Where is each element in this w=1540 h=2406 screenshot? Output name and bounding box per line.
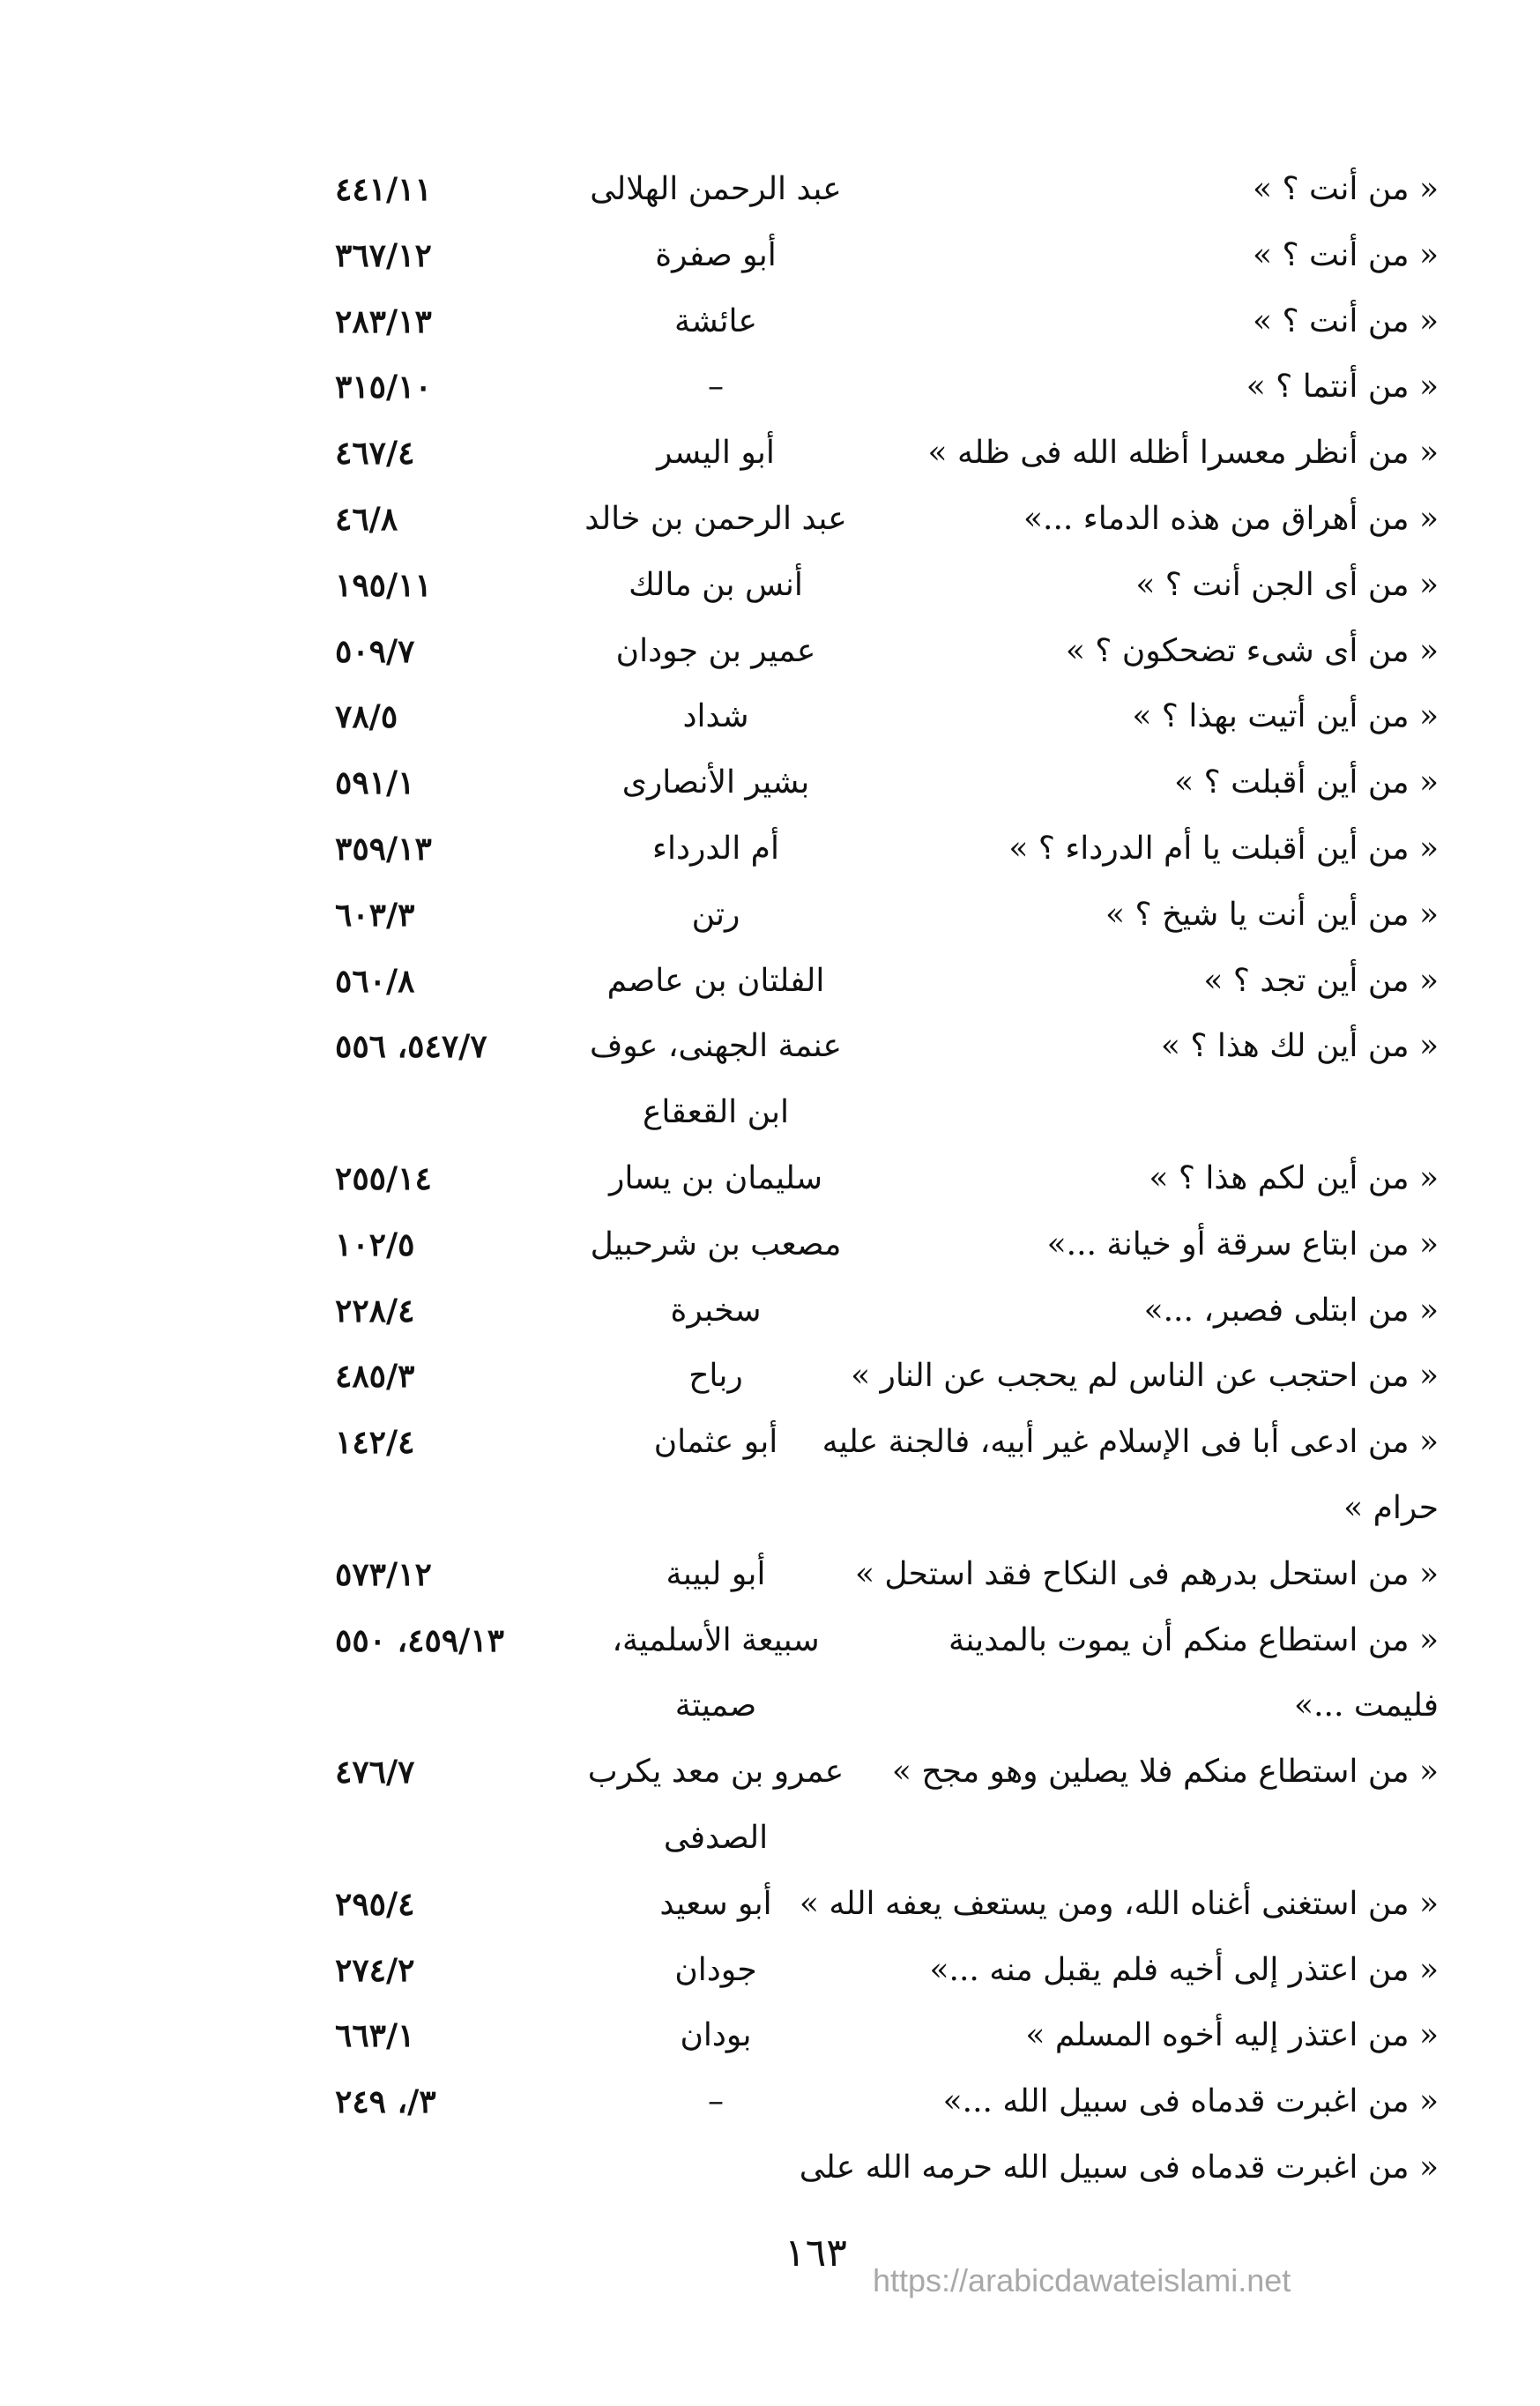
narrator-name: أبو لبيبة xyxy=(666,1555,766,1592)
index-row xyxy=(335,1014,1439,1080)
hadith-text: « من استطاع منكم أن يموت بالمدينة xyxy=(949,1621,1439,1658)
narrator-name: أم الدرداء xyxy=(652,830,779,867)
narrator-name: جودان xyxy=(674,1951,757,1988)
hadith-text: فليمت ...» xyxy=(1294,1687,1439,1724)
index-row xyxy=(335,487,1439,553)
volume-page-reference: ٣/، ٢٤٩ xyxy=(335,2083,436,2121)
hadith-text: « من استحل بدرهم فى النكاح فقد استحل » xyxy=(854,1555,1439,1592)
hadith-index-table xyxy=(335,157,1439,2202)
narrator-name: أبو اليسر xyxy=(657,435,775,472)
index-row xyxy=(335,1080,1439,1146)
volume-page-reference: ٣٦٧/١٢ xyxy=(335,236,432,274)
narrator-name: صميتة xyxy=(674,1687,757,1724)
narrator-name: شداد xyxy=(682,698,749,735)
index-row xyxy=(335,157,1439,223)
narrator-name: الفلتان بن عاصم xyxy=(606,962,825,999)
narrator-name: سليمان بن يسار xyxy=(609,1159,822,1196)
index-row xyxy=(335,354,1439,421)
hadith-text: « من ابتلى فصبر، ...» xyxy=(1143,1292,1439,1329)
index-row xyxy=(335,619,1439,685)
narrator-name: سبيعة الأسلمية، xyxy=(612,1621,820,1658)
hadith-text: « من اعتذر إليه أخوه المسلم » xyxy=(1025,2017,1439,2054)
hadith-text: « من أنتما ؟ » xyxy=(1246,369,1439,406)
volume-page-reference xyxy=(335,1476,555,1542)
hadith-text: « من أهراق من هذه الدماء ...» xyxy=(1023,500,1439,537)
hadith-text: « من اغبرت قدماه فى سبيل الله ...» xyxy=(942,2083,1439,2120)
hadith-text: « من أين تجد ؟ » xyxy=(1203,962,1439,999)
narrator-name: عائشة xyxy=(674,302,757,339)
narrator-name: عنمة الجهنى، عوف xyxy=(589,1028,843,1065)
narrator-name: مصعب بن شرحبيل xyxy=(590,1225,842,1263)
index-row xyxy=(335,750,1439,816)
volume-page-reference: ٤٥٩/١٣، ٥٥٠ xyxy=(335,1621,504,1659)
volume-page-reference: ٦٦٣/١ xyxy=(335,2017,415,2055)
narrator-name: بشير الأنصارى xyxy=(621,764,810,801)
index-row xyxy=(335,1872,1439,1938)
volume-page-reference: ٤٧٦/٧ xyxy=(335,1754,415,1791)
volume-page-reference xyxy=(335,1080,555,1146)
volume-page-reference: ٥٤٧/٧، ٥٥٦ xyxy=(335,1028,487,1066)
volume-page-reference: ٥٠٩/٧ xyxy=(335,632,415,670)
hadith-text: « من أين أقبلت يا أم الدرداء ؟ » xyxy=(1008,830,1439,867)
volume-page-reference: ٤٤١/١١ xyxy=(335,171,432,208)
index-row xyxy=(335,1278,1439,1345)
narrator-name: عبد الرحمن الهلالى xyxy=(590,171,842,207)
hadith-text: « من استغنى أغناه الله، ومن يستعف يعفه الله » xyxy=(799,1885,1439,1922)
index-row xyxy=(335,2135,1439,2201)
index-row xyxy=(335,1146,1439,1212)
volume-page-reference: ٥٦٠/٨ xyxy=(335,962,415,1000)
index-row xyxy=(335,421,1439,487)
volume-page-reference: ٢٢٨/٤ xyxy=(335,1292,415,1330)
narrator-name: عبد الرحمن بن خالد xyxy=(584,500,847,537)
volume-page-reference: ٤٦٧/٤ xyxy=(335,435,415,473)
page-number: ١٦٣ xyxy=(785,2231,847,2276)
index-row xyxy=(335,1212,1439,1278)
hadith-text: « من اعتذر إلى أخيه فلم يقبل منه ...» xyxy=(929,1951,1439,1988)
volume-page-reference: ٤٨٥/٣ xyxy=(335,1358,415,1396)
narrator-name: – xyxy=(708,2083,724,2120)
volume-page-reference xyxy=(335,1806,555,1872)
hadith-text: « من أين أنت يا شيخ ؟ » xyxy=(1105,896,1439,933)
hadith-text: « من استطاع منكم فلا يصلين وهو مجح » xyxy=(891,1754,1439,1791)
index-row xyxy=(335,1410,1439,1476)
volume-page-reference: ١٠٢/٥ xyxy=(335,1225,415,1263)
index-row xyxy=(335,1344,1439,1410)
narrator-name: – xyxy=(708,369,724,406)
index-row xyxy=(335,1608,1439,1674)
volume-page-reference: ١٩٥/١١ xyxy=(335,566,432,604)
hadith-text: « من أين لك هذا ؟ » xyxy=(1160,1028,1439,1065)
index-row xyxy=(335,1739,1439,1806)
narrator-name xyxy=(575,1476,857,1542)
hadith-text: « من أى شىء تضحكون ؟ » xyxy=(1065,632,1439,669)
index-row xyxy=(335,289,1439,355)
volume-page-reference: ٣٥٩/١٣ xyxy=(335,830,432,868)
watermark-url: https://arabicdawateislami.net xyxy=(873,2262,1291,2298)
narrator-name: بودان xyxy=(680,2017,752,2054)
index-row xyxy=(335,1938,1439,2004)
narrator-name: عمير بن جودان xyxy=(615,632,816,669)
hadith-text: « من اغبرت قدماه فى سبيل الله حرمه الله على xyxy=(799,2149,1439,2186)
hadith-text: « من أين أتيت بهذا ؟ » xyxy=(1132,698,1439,735)
hadith-text: « من أين أقبلت ؟ » xyxy=(1174,764,1439,801)
index-row xyxy=(335,1476,1439,1542)
volume-page-reference xyxy=(335,1673,555,1739)
index-row xyxy=(335,684,1439,750)
hadith-text: « من أين لكم هذا ؟ » xyxy=(1149,1159,1439,1196)
index-row xyxy=(335,2003,1439,2069)
narrator-name: سخبرة xyxy=(670,1292,762,1329)
narrator-name: الصدفى xyxy=(663,1819,769,1856)
hadith-text: « من احتجب عن الناس لم يحجب عن النار » xyxy=(851,1358,1439,1395)
narrator-name: رتن xyxy=(691,896,740,933)
narrator-name: أبو سعيد xyxy=(659,1885,772,1922)
hadith-text: « من ابتاع سرقة أو خيانة ...» xyxy=(1046,1225,1439,1263)
hadith-text xyxy=(892,1080,1439,1146)
volume-page-reference: ٢٩٥/٤ xyxy=(335,1885,415,1923)
narrator-name: أبو عثمان xyxy=(653,1424,778,1461)
volume-page-reference: ١٤٢/٤ xyxy=(335,1424,415,1462)
index-row xyxy=(335,1806,1439,1872)
index-row xyxy=(335,883,1439,949)
index-row xyxy=(335,1542,1439,1608)
index-row xyxy=(335,1673,1439,1739)
index-row xyxy=(335,2069,1439,2135)
volume-page-reference: ٢٥٥/١٤ xyxy=(335,1159,432,1197)
narrator-name: ابن القعقاع xyxy=(642,1094,790,1131)
volume-page-reference xyxy=(335,2135,555,2201)
hadith-text: « من أنت ؟ » xyxy=(1253,302,1439,339)
hadith-text xyxy=(892,1806,1439,1872)
index-row xyxy=(335,223,1439,289)
index-row xyxy=(335,553,1439,619)
index-row xyxy=(335,949,1439,1015)
volume-page-reference: ٥٧٣/١٢ xyxy=(335,1555,432,1593)
volume-page-reference: ٢٨٣/١٣ xyxy=(335,302,432,340)
volume-page-reference: ٦٠٣/٣ xyxy=(335,896,415,934)
narrator-name: عمرو بن معد يكرب xyxy=(587,1754,844,1791)
narrator-name xyxy=(575,2135,857,2201)
hadith-text: « من أنت ؟ » xyxy=(1253,171,1439,207)
volume-page-reference: ٢٧٤/٢ xyxy=(335,1951,415,1989)
index-row xyxy=(335,816,1439,883)
hadith-text: « من أنت ؟ » xyxy=(1253,236,1439,273)
volume-page-reference: ٣١٥/١٠ xyxy=(335,369,432,406)
narrator-name: أبو صفرة xyxy=(655,236,777,273)
hadith-text: « من ادعى أبا فى الإسلام غير أبيه، فالجنة عليه xyxy=(822,1424,1439,1461)
hadith-text: « من أنظر معسرا أظله الله فى ظله » xyxy=(927,435,1439,472)
narrator-name: أنس بن مالك xyxy=(629,566,803,603)
narrator-name: رباح xyxy=(688,1358,743,1395)
hadith-text: حرام » xyxy=(1343,1489,1439,1526)
volume-page-reference: ٥٩١/١ xyxy=(335,764,415,802)
hadith-text: « من أى الجن أنت ؟ » xyxy=(1135,566,1439,603)
volume-page-reference: ٤٦/٨ xyxy=(335,500,398,538)
volume-page-reference: ٧٨/٥ xyxy=(335,698,398,736)
